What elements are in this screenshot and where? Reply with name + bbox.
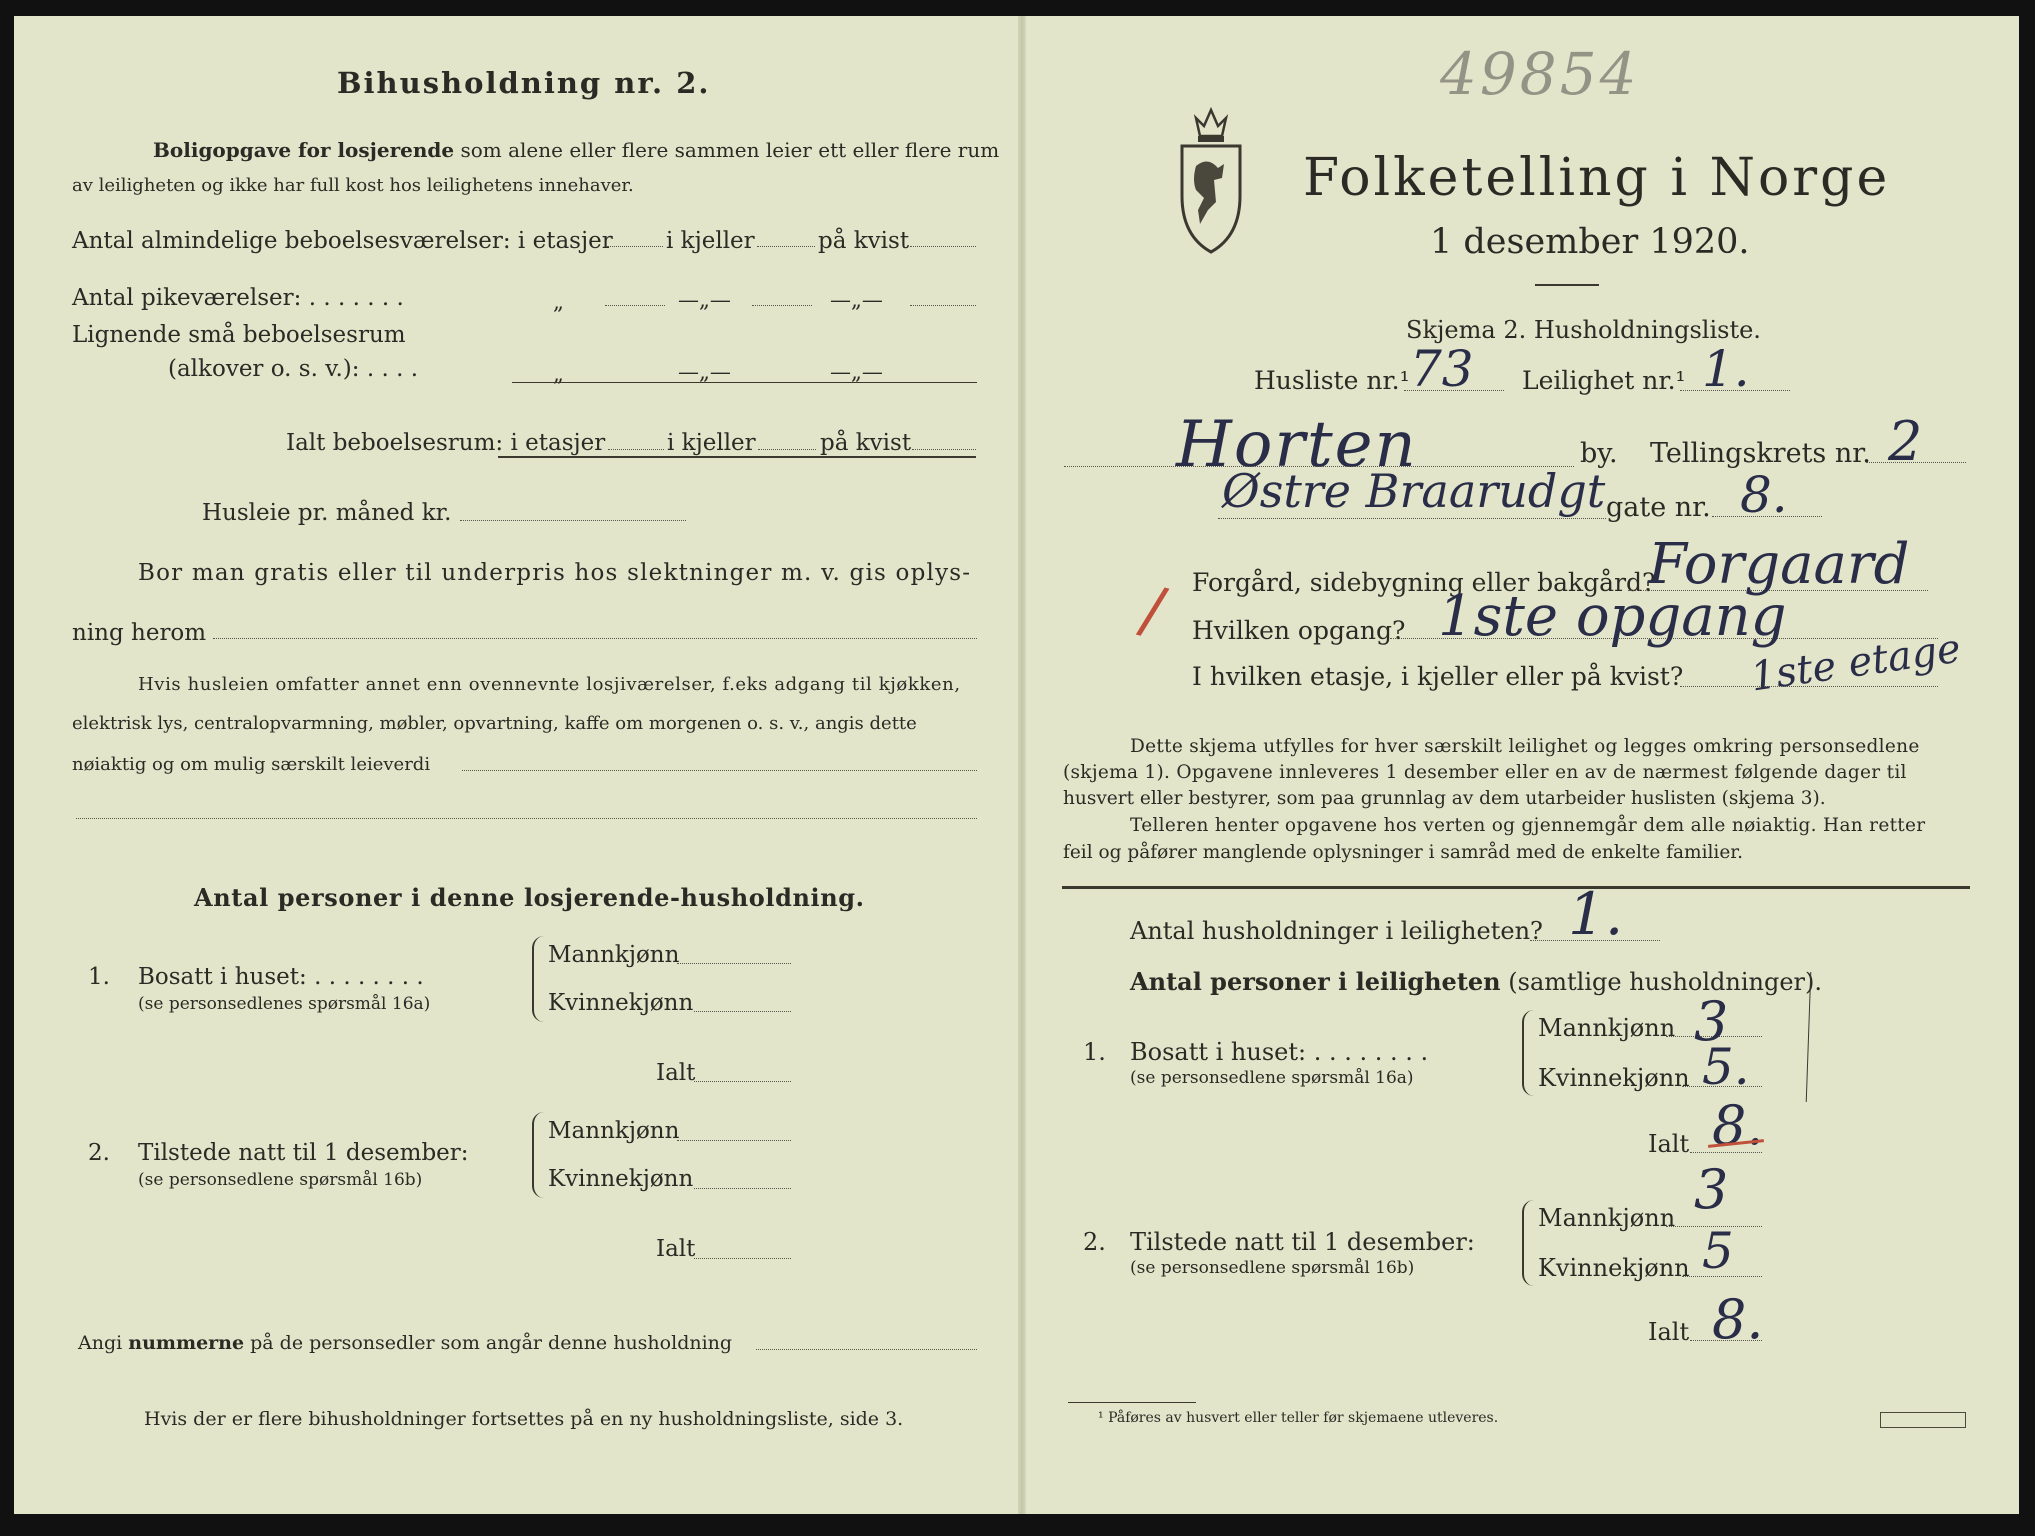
hvis-line-1: Hvis husleien omfatter annet enn ovennevnte losjiværelser, f.eks adgang til kjøkken, — [138, 674, 961, 695]
right-q2-kvinne-label: Kvinnekjønn — [1538, 1254, 1690, 1282]
right-q2-label: Tilstede natt til 1 desember: — [1130, 1228, 1475, 1256]
margin-mark: / — [1133, 572, 1173, 650]
right-q2-mann-label: Mannkjønn — [1538, 1204, 1676, 1232]
right-persons-bold: Antal personer i leiligheten — [1130, 967, 1501, 996]
alkover-underline — [512, 382, 977, 383]
page-fold — [1018, 16, 1026, 1514]
right-q1-ialt-label: Ialt — [1648, 1130, 1690, 1158]
pike-label: Antal pikeværelser: . . . . . . . — [72, 285, 404, 311]
section-rule — [1062, 886, 1970, 889]
left-q2-mann-label: Mannkjønn — [548, 1118, 680, 1144]
left-q1-brace — [532, 936, 544, 1022]
skjema-label: Skjema 2. Husholdningsliste. — [1406, 316, 1761, 344]
street-value: Østre Braarudgt — [1222, 464, 1606, 518]
gate-value: 8. — [1740, 466, 1788, 524]
hvis-line-3: nøiaktig og om mulig særskilt leieverdi — [72, 754, 431, 775]
left-footer: Hvis der er flere bihusholdninger fortsettes på en ny husholdningsliste, side 3. — [144, 1408, 904, 1430]
hvis-line-2: elektrisk lys, centralopvarmning, møbler, opvartning, kaffe om morgenen o. s. v., angis dette — [72, 713, 917, 734]
rooms-kjeller-label: i kjeller — [666, 228, 755, 254]
footnote-rule — [1068, 1402, 1196, 1403]
left-q2-ialt-field[interactable] — [694, 1258, 791, 1259]
street-field[interactable] — [1218, 518, 1606, 519]
left-q2-kvinne-label: Kvinnekjønn — [548, 1166, 694, 1192]
leilighet-value: 1. — [1702, 340, 1750, 398]
angi-bold: nummerne — [128, 1332, 245, 1354]
right-q1-label: Bosatt i huset: . . . . . . . . — [1130, 1038, 1429, 1066]
ialt-rooms-etasjer-field[interactable] — [608, 449, 664, 450]
right-q2-brace — [1522, 1200, 1534, 1286]
left-q2-num: 2. — [88, 1140, 110, 1166]
intro-line-2: av leiligheten og ikke har full kost hos leilighetens innehaver. — [72, 175, 634, 196]
by-label: by. — [1580, 438, 1618, 469]
pike-etasjer-field[interactable] — [605, 305, 665, 306]
left-q1-kvinne-field[interactable] — [694, 1011, 791, 1012]
pike-ditto-2: —„— — [678, 288, 731, 312]
census-date: 1 desember 1920. — [1430, 222, 1750, 262]
ialt-rooms-kvist-field[interactable] — [912, 449, 976, 450]
ialt-rooms-underline — [498, 456, 976, 458]
rooms-kvist-label: på kvist — [818, 228, 910, 254]
right-q2-sub: (se personsedlene spørsmål 16b) — [1130, 1258, 1415, 1278]
forgard-value: Forgaard — [1648, 532, 1910, 597]
instr-line-1: Dette skjema utfylles for hver særskilt leilighet og legges omkring personsedlene — [1130, 736, 1920, 757]
left-q1-num: 1. — [88, 964, 110, 990]
rooms-label: Antal almindelige beboelsesværelser: i etasjer — [72, 228, 613, 254]
gate-label: gate nr. — [1606, 492, 1711, 523]
krets-label: Tellingskrets nr. — [1650, 438, 1871, 469]
alkover-ditto-2: —„— — [678, 360, 731, 384]
hush-value: 1. — [1568, 880, 1624, 948]
right-q2-num: 2. — [1083, 1228, 1106, 1256]
rooms-kjeller-field[interactable] — [757, 246, 815, 247]
left-q2-label: Tilstede natt til 1 desember: — [138, 1140, 469, 1166]
angi-rest: på de personsedler som angår denne husholdning — [244, 1332, 733, 1354]
city-value: Horten — [1176, 408, 1418, 482]
left-q2-brace — [532, 1112, 544, 1198]
right-q1-ialt-value: 8. — [1712, 1094, 1764, 1157]
pike-kjeller-field[interactable] — [752, 305, 812, 306]
left-q2-mann-field[interactable] — [677, 1140, 791, 1141]
intro-bold: Boligopgave for losjerende — [153, 138, 455, 162]
footnote: ¹ Påføres av husvert eller teller før skjemaene utleveres. — [1098, 1410, 1499, 1426]
archive-number: 49854 — [1440, 40, 1640, 108]
title-rule — [1535, 284, 1599, 286]
intro-rest: som alene eller flere sammen leier ett eller flere rum — [454, 138, 1000, 162]
husliste-value: 73 — [1410, 340, 1474, 398]
right-q1-mann-label: Mannkjønn — [1538, 1014, 1676, 1042]
bor-line-1: Bor man gratis eller til underpris hos slektninger m. v. gis oplys- — [138, 560, 972, 586]
right-q2-ialt-label: Ialt — [1648, 1318, 1690, 1346]
pike-kvist-field[interactable] — [910, 305, 976, 306]
left-q1-mann-label: Mannkjønn — [548, 942, 680, 968]
left-q1-label: Bosatt i huset: . . . . . . . . — [138, 964, 424, 990]
alkover-ditto-3: —„— — [830, 360, 883, 384]
right-q1-sub: (se personsedlene spørsmål 16a) — [1130, 1068, 1414, 1088]
hvis-field-1[interactable] — [462, 770, 977, 771]
left-q2-ialt-label: Ialt — [656, 1236, 696, 1262]
left-q1-ialt-label: Ialt — [656, 1060, 696, 1086]
hvis-field-2[interactable] — [76, 818, 977, 819]
hush-label: Antal husholdninger i leiligheten? — [1130, 917, 1543, 945]
left-q1-mann-field[interactable] — [677, 963, 791, 964]
left-q2-kvinne-field[interactable] — [694, 1188, 791, 1189]
angi-line — [78, 1332, 732, 1354]
instr-line-5: feil og påfører manglende oplysninger i samråd med de enkelte familier. — [1063, 842, 1743, 863]
right-q1-brace — [1522, 1010, 1534, 1096]
rooms-etasjer-field[interactable] — [607, 246, 663, 247]
right-title: Folketelling i Norge — [1303, 148, 1891, 208]
etasje-label: I hvilken etasje, i kjeller eller på kvist? — [1192, 662, 1684, 691]
right-q2-mann-value: 3 — [1694, 1158, 1729, 1221]
forgard-label: Forgård, sidebygning eller bakgård? — [1192, 568, 1656, 597]
lignende-label: Lignende små beboelsesrum — [72, 322, 406, 348]
ialt-rooms-kjeller-label: i kjeller — [667, 430, 756, 456]
alkover-ditto-1: „ — [553, 362, 564, 386]
bor-line-2: ning herom — [72, 620, 207, 646]
right-q1-kvinne-label: Kvinnekjønn — [1538, 1064, 1690, 1092]
krets-value: 2 — [1888, 410, 1923, 473]
left-title: Bihusholdning nr. 2. — [337, 66, 711, 100]
opgang-label: Hvilken opgang? — [1192, 616, 1406, 645]
left-q1-sub: (se personsedlenes spørsmål 16a) — [138, 994, 431, 1014]
alkover-label: (alkover o. s. v.): . . . . — [168, 356, 419, 382]
angi-field[interactable] — [756, 1349, 977, 1350]
right-q1-kvinne-value: 5. — [1702, 1038, 1750, 1096]
instr-line-3: husvert eller bestyrer, som paa grunnlag av dem utarbeider huslisten (skjema 3). — [1063, 788, 1826, 809]
left-q1-ialt-field[interactable] — [694, 1081, 791, 1082]
intro-line-1 — [153, 138, 999, 162]
instr-line-4: Telleren henter opgavene hos verten og gjennemgår dem alle nøiaktig. Han retter — [1130, 815, 1926, 836]
right-q1-num: 1. — [1083, 1038, 1106, 1066]
right-q2-kvinne-value: 5 — [1702, 1222, 1734, 1280]
angi-pre: Angi — [78, 1332, 129, 1354]
etasje-value: 1ste etage — [1747, 625, 1964, 701]
ialt-rooms-kjeller-field[interactable] — [758, 449, 816, 450]
pike-ditto-1: „ — [553, 290, 564, 314]
leilighet-label: Leilighet nr.¹ — [1522, 366, 1686, 395]
left-q1-kvinne-label: Kvinnekjønn — [548, 990, 694, 1016]
right-q1-mann-value: 3 — [1694, 990, 1729, 1053]
instr-line-2: (skjema 1). Opgavene innleveres 1 desember eller en av de nærmest følgende dager til — [1063, 762, 1907, 783]
printer-stamp — [1880, 1412, 1966, 1428]
left-q2-sub: (se personsedlene spørsmål 16b) — [138, 1170, 423, 1190]
ialt-rooms-kvist-label: på kvist — [820, 430, 912, 456]
rooms-kvist-field[interactable] — [910, 246, 976, 247]
ialt-rooms-label: Ialt beboelsesrum: i etasjer — [286, 430, 606, 456]
bor-field[interactable] — [213, 638, 977, 639]
husleie-field[interactable] — [460, 520, 686, 521]
pike-ditto-3: —„— — [830, 288, 883, 312]
husleie-label: Husleie pr. måned kr. — [202, 500, 452, 526]
coat-of-arms-icon — [1178, 106, 1244, 256]
husliste-label: Husliste nr.¹ — [1254, 366, 1410, 395]
opgang-value: 1ste opgang — [1438, 584, 1787, 649]
right-persons-rest: (samtlige husholdninger). — [1500, 968, 1823, 996]
right-q2-ialt-value: 8. — [1712, 1288, 1764, 1351]
left-persons-heading: Antal personer i denne losjerende-husholdning. — [194, 883, 865, 912]
